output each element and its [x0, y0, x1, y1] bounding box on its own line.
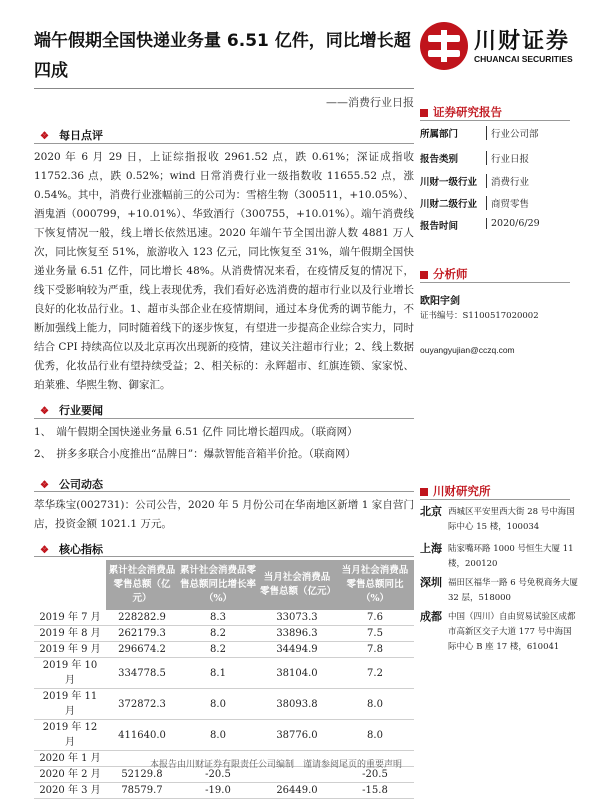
office-city: 成都 [420, 610, 442, 623]
footer-disclaimer: 本报告由川财证券有限责任公司编制 谨请参阅尾页的重要声明 [150, 760, 403, 770]
diamond-bullet-icon: ❖ [40, 131, 49, 142]
section-divider [420, 120, 570, 121]
logo-text-en: CHUANCAI SECURITIES [474, 54, 573, 64]
office-city: 北京 [420, 505, 442, 518]
table-cell: 52129.8 [106, 767, 178, 783]
table-cell: -19.0 [178, 783, 258, 799]
table-cell: 411640.0 [106, 720, 178, 751]
daily-review-heading: ❖ 每日点评 [40, 129, 103, 142]
table-cell: 8.2 [178, 642, 258, 658]
table-cell: 78579.7 [106, 783, 178, 799]
analyst-email[interactable]: ouyangyujian@cczq.com [420, 345, 515, 355]
table-row [34, 658, 414, 689]
company-logo [420, 22, 573, 72]
table-header-cell: 累计社会消费品零售总额同比增长率（%） [178, 560, 258, 610]
table-cell: 2019 年 7 月 [34, 610, 106, 626]
table-cell: 8.0 [336, 689, 414, 720]
table-cell: 2019 年 12 月 [34, 720, 106, 751]
table-cell: 334778.5 [106, 658, 178, 689]
table-row [34, 642, 414, 658]
table-cell: 8.0 [178, 720, 258, 751]
square-bullet-icon [420, 271, 428, 279]
table-cell: 7.2 [336, 658, 414, 689]
report-subtitle: ——消费行业日报 [326, 96, 414, 109]
table-cell: 2020 年 1 月 [34, 751, 106, 767]
table-cell: 8.0 [178, 689, 258, 720]
info-value: 行业日报 [486, 151, 529, 165]
industry-news-item: 2、 拼多多联合小度推出“品牌日”：爆款智能音箱半价抢。（联商网） [34, 448, 356, 460]
section-divider [420, 499, 570, 500]
office-address: 福田区福华一路 6 号免税商务大厦 32 层，518000 [448, 578, 578, 603]
office-city: 深圳 [420, 576, 442, 589]
industry-news-heading: ❖ 行业要闻 [40, 404, 103, 417]
section-divider [34, 491, 414, 492]
table-cell: 26449.0 [258, 783, 336, 799]
table-cell: 262179.3 [106, 626, 178, 642]
table-header-cell [34, 560, 106, 610]
industry-news-item: 1、 端午假期全国快递业务量 6.51 亿件 同比增长超四成。（联商网） [34, 426, 358, 438]
table-header-cell: 当月社会消费品零售总额（亿元） [258, 560, 336, 610]
table-row [34, 626, 414, 642]
table-header-cell: 当月社会消费品零售总额同比（%） [336, 560, 414, 610]
section-divider [34, 418, 414, 419]
info-key: 川财二级行业 [420, 199, 478, 210]
office-address: 中国（四川）自由贸易试验区成都市高新区交子大道 177 号中海国际中心 B 座 17 楼，610041 [448, 612, 576, 652]
info-key: 报告时间 [420, 221, 459, 232]
diamond-bullet-icon: ❖ [40, 406, 49, 417]
table-cell: -20.5 [336, 767, 414, 783]
info-value: 消费行业 [486, 174, 529, 188]
table-header-cell: 累计社会消费品零售总额（亿元） [106, 560, 178, 610]
daily-review-paragraph: 2020 年 6 月 29 日，上证综指报收 2961.52 点，跌 0.61%；深证成指收 11752.36 点，跌 0.52%；wind 日常消费行业一级指数收 11655.52 点，涨 0.54%。其中，消费行业涨幅前三的公司为：雪榕生物（300511，+10.05%）、酒鬼酒（000799，+10.01%）、华致酒行（300755，+10.01%）。端午消费线下恢复情况一般，线上增长依然迅速。2020 年端午节全国出游人数 4881 万人次，同比恢复至 51%，旅游收入 123 亿元，同比恢复至 31%，端午假期全国快递业务量 6.51 亿件，同比增长 48%。从消费情况来看，在疫情反复的情况下，线下受影响较为严重，线上表现优秀，我们看好必选消费的超市行业以及行业增长良好的化妆品行业。1、超市头部企业在疫情期间，通过本身优秀的调节能力，不断加强线上能力，同时随着线下的逐步恢复，有望进一步提高企业综合实力，同时结合 CPI 持续高位以及北京再次出现新的疫情，建议关注超市行业；2、线上数据优秀，化妆品行业有望持续受益；2、相关标的：永辉超市、红旗连锁、家家悦、珀莱雅、华熙生物、御家汇。 [34, 151, 414, 391]
header-divider [34, 88, 414, 89]
office-address: 陆家嘴环路 1000 号恒生大厦 11 楼，200120 [448, 544, 574, 569]
table-cell: 228282.9 [106, 610, 178, 626]
table-cell: -15.8 [336, 783, 414, 799]
square-bullet-icon [420, 488, 428, 496]
table-row [34, 720, 414, 751]
info-key: 报告类别 [420, 154, 459, 165]
analyst-name: 欧阳宇剑 [420, 296, 460, 307]
table-cell: 2020 年 2 月 [34, 767, 106, 783]
table-cell: 7.5 [336, 626, 414, 642]
company-news-heading: ❖ 公司动态 [40, 478, 103, 491]
logo-mark-icon [420, 22, 468, 70]
info-key: 所属部门 [420, 129, 459, 140]
table-cell: 7.6 [336, 610, 414, 626]
info-value: 2020/6/29 [486, 218, 540, 229]
report-info-heading: 证券研究报告 [420, 104, 502, 120]
table-cell: 2019 年 8 月 [34, 626, 106, 642]
core-indicators-heading: ❖ 核心指标 [40, 543, 103, 556]
table-cell: 7.8 [336, 642, 414, 658]
section-divider [34, 143, 414, 144]
table-cell: 372872.3 [106, 689, 178, 720]
info-key: 川财一级行业 [420, 177, 478, 188]
company-news-text: 萃华珠宝(002731)：公司公告，2020 年 5 月份公司在华南地区新增 1 家自营门店，投资金额 1021.1 万元。 [34, 499, 414, 530]
table-cell: 2019 年 10 月 [34, 658, 106, 689]
table-header-row [34, 560, 414, 610]
analyst-cert: 证书编号：S1100517020002 [420, 311, 539, 321]
table-cell: 34494.9 [258, 642, 336, 658]
table-cell: 2019 年 9 月 [34, 642, 106, 658]
report-title: 端午假期全国快递业务量 6.51 亿件，同比增长超四成 [34, 31, 411, 81]
table-cell: 8.0 [336, 720, 414, 751]
table-row [34, 689, 414, 720]
diamond-bullet-icon: ❖ [40, 480, 49, 491]
diamond-bullet-icon: ❖ [40, 545, 49, 556]
table-cell: -20.5 [178, 767, 258, 783]
section-divider [34, 556, 414, 557]
square-bullet-icon [420, 109, 428, 117]
institute-heading: 川财研究所 [420, 483, 491, 499]
table-cell: 296674.2 [106, 642, 178, 658]
office-address: 西城区平安里西大街 28 号中海国际中心 15 楼，100034 [448, 507, 575, 532]
info-value: 商贸零售 [486, 196, 529, 210]
table-cell: 38776.0 [258, 720, 336, 751]
analyst-heading: 分析师 [420, 266, 468, 282]
table-cell: 33896.3 [258, 626, 336, 642]
table-cell: 8.1 [178, 658, 258, 689]
table-cell: 38104.0 [258, 658, 336, 689]
table-row [34, 783, 414, 799]
office-city: 上海 [420, 542, 442, 555]
table-cell: 8.3 [178, 610, 258, 626]
info-value: 行业公司部 [486, 126, 539, 140]
section-divider [420, 282, 570, 283]
table-row [34, 610, 414, 626]
logo-text-cn: 川财证券 [474, 29, 571, 54]
table-cell: 2019 年 11 月 [34, 689, 106, 720]
table-cell: 33073.3 [258, 610, 336, 626]
table-cell: 2020 年 3 月 [34, 783, 106, 799]
table-cell: 8.2 [178, 626, 258, 642]
table-cell: 38093.8 [258, 689, 336, 720]
